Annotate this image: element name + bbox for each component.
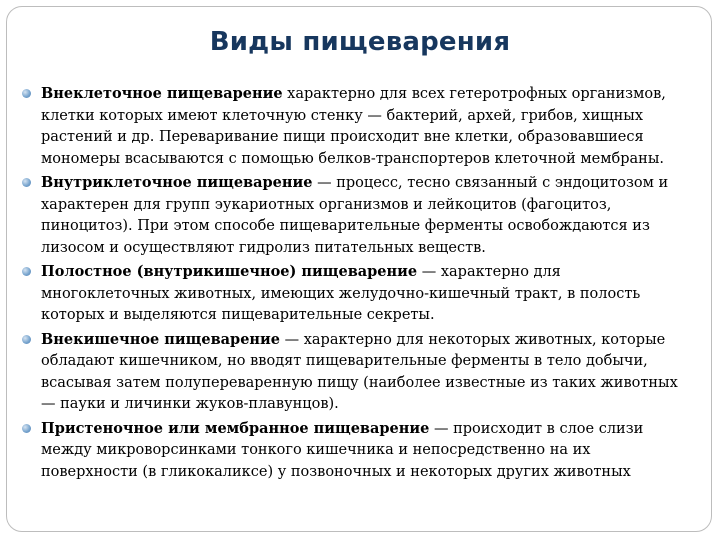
bullet-icon <box>22 424 31 433</box>
list-item <box>41 261 689 327</box>
item-text: — характерно для некоторых животных, которые обладают кишечником, но вводят пищеварительные ферменты в тело добычи, всасывая затем полупереваренную пищу (наиболее известные из таких животных — пауки и личинки жуков-плавунцов). <box>41 331 678 412</box>
list-item <box>41 329 689 416</box>
term-label: Внеклеточное пищеварение <box>41 85 283 102</box>
bullet-list <box>41 83 689 485</box>
item-text: — процесс, тесно связанный с эндоцитозом и характерен для групп эукариотных организмов и лейкоцитов (фагоцитоз, пиноцитоз). При этом способе пищеварительные ферменты освобождаются из лизосом и осуществляют гидролиз питательных веществ. <box>41 175 669 256</box>
slide-title: Виды пищеварения <box>209 27 511 57</box>
term-label: Полостное (внутрикишечное) пищеварение <box>41 263 418 280</box>
item-text: — происходит в слое слизи между микроворсинками тонкого кишечника и непосредственно на их поверхности (в гликокаликсе) у позвоночных и некоторых других животных <box>41 420 644 480</box>
bullet-icon <box>22 89 31 98</box>
term-label: Внутриклеточное пищеварение <box>41 174 313 191</box>
item-text: — характерно для многоклеточных животных, имеющих желудочно-кишечный тракт, в полость которых и выделяются пищеварительные секреты. <box>41 264 641 323</box>
item-text: характерно для всех гетеротрофных организмов, клетки которых имеют клеточную стенку — бактерий, архей, грибов, хищных растений и др. Переваривание пищи происходит вне клетки, образовавшиеся мономеры всасываются с помощью белков-транспортеров клеточной мембраны. <box>41 86 666 167</box>
list-item <box>41 418 689 484</box>
bullet-icon <box>22 335 31 344</box>
bullet-icon <box>22 178 31 187</box>
slide-frame <box>6 6 712 532</box>
list-item <box>41 172 689 259</box>
term-label: Пристеночное или мембранное пищеварение <box>41 419 430 437</box>
list-item <box>41 83 689 170</box>
bullet-icon <box>22 267 31 276</box>
term-label: Внекишечное пищеварение <box>41 330 281 348</box>
